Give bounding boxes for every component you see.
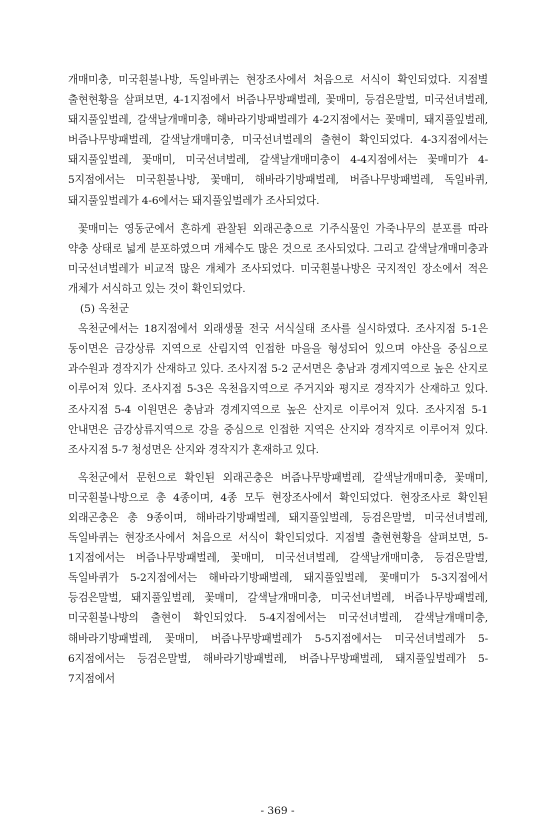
- paragraph-yeongdong-species: 개매미충, 미국흰불나방, 독일바퀴는 현장조사에서 처음으로 서식이 확인되었다. 지점별 출현현황을 살펴보면, 4-1지점에서 버즘나무방패벌레, 꽃매미, 등검은말벌, 미국선녀벌레, 돼지풀잎벌레, 갈색날개매미충, 해바라기방패벌레가 4-2지점에서는 꽃매미, 돼지풀잎벌레, 버즘나무방패벌레, 갈색날개매미충, 미국선녀벌레의 출현이 확인되었다. 4-3지점에서는 돼지풀잎벌레, 꽃매미, 미국선녀벌레, 갈색날개매미충이 4-4지점에서는 꽃매미가 4-5지점에서는 미국흰불나방, 꽃매미, 해바라기방패벌레, 버즘나무방패벌레, 독일바퀴, 돼지풀잎벌레가 4-6에서는 돼지풀잎벌레가 조사되었다.: [68, 74, 488, 207]
- paragraph-okcheon-species: 옥천군에서 문헌으로 확인된 외래곤충은 버즘나무방패벌레, 갈색날개매미충, 꽃매미, 미국흰불나방으로 총 4종이며, 4종 모두 현장조사에서 확인되었다. 현장조사로 확인된 외래곤충은 총 9종이며, 해바라기방패벌레, 돼지풀잎벌레, 등검은말벌, 미국선녀벌레, 독일바퀴는 현장조사에서 처음으로 서식이 확인되었다. 지점별 출현현황을 살펴보면, 5-1지점에서는 버즘나무방패벌레, 꽃매미, 미국선녀벌레, 갈색날개매미충, 등검은말벌, 독일바퀴가 5-2지점에서는 해바라기방패벌레, 돼지풀잎벌레, 꽃매미가 5-3지점에서 등검은말벌, 돼지풀잎벌레, 꽃매미, 갈색날개매미충, 미국선녀벌레, 버즘나무방패벌레, 미국흰불나방의 출현이 확인되었다. 5-4지점에서는 미국선녀벌레, 갈색날개매미충, 해바라기방패벌레, 꽃매미, 버즘나무방패벌레가 5-5지점에서는 미국선녀벌레가 5-6지점에서는 등검은말벌, 해바라기방패벌레, 버즘나무방패벌레, 돼지풀잎벌레가 5-7지점에서: [68, 471, 488, 685]
- paragraph-okcheon-sites: 옥천군에서는 18지점에서 외래생물 전국 서식실태 조사를 실시하였다. 조사지점 5-1은 동이면은 금강상류 지역으로 산림지역 인접한 마을을 형성되어 있으며 야산을 중심으로 과수원과 경작지가 산재하고 있다. 조사지점 5-2 군서면은 충남과 경계지역으로 높은 산지로 이루어져 있다. 조사지점 5-3은 옥천읍지역으로 주거지와 평지로 경작지가 산재하고 있다. 조사지점 5-4 이원면은 충남과 경계지역으로 높은 산지로 이루어져 있다. 조사지점 5-1 안내면은 금강상류지역으로 강을 중심으로 인접한 지역은 산지와 경작지로 이루어져 있다. 조사지점 5-7 청성면은 산지와 경작지가 혼재하고 있다.: [68, 323, 488, 456]
- document-body: [68, 70, 488, 689]
- section-heading-okcheon: (5) 옥천군: [80, 303, 130, 316]
- paragraph-yeongdong-summary: 꽃매미는 영동군에서 흔하게 관찰된 외래곤충으로 기주식물인 가죽나무의 분포를 따라 약충 상태로 넓게 분포하였으며 개체수도 많은 것으로 조사되었다. 그리고 갈색날개매미충과 미국선녀벌레가 비교적 많은 개체가 조사되었다. 미국흰불나방은 국지적인 장소에서 적은 개체가 서식하고 있는 것이 확인되었다.: [68, 222, 488, 295]
- page-number: - 369 -: [260, 805, 295, 817]
